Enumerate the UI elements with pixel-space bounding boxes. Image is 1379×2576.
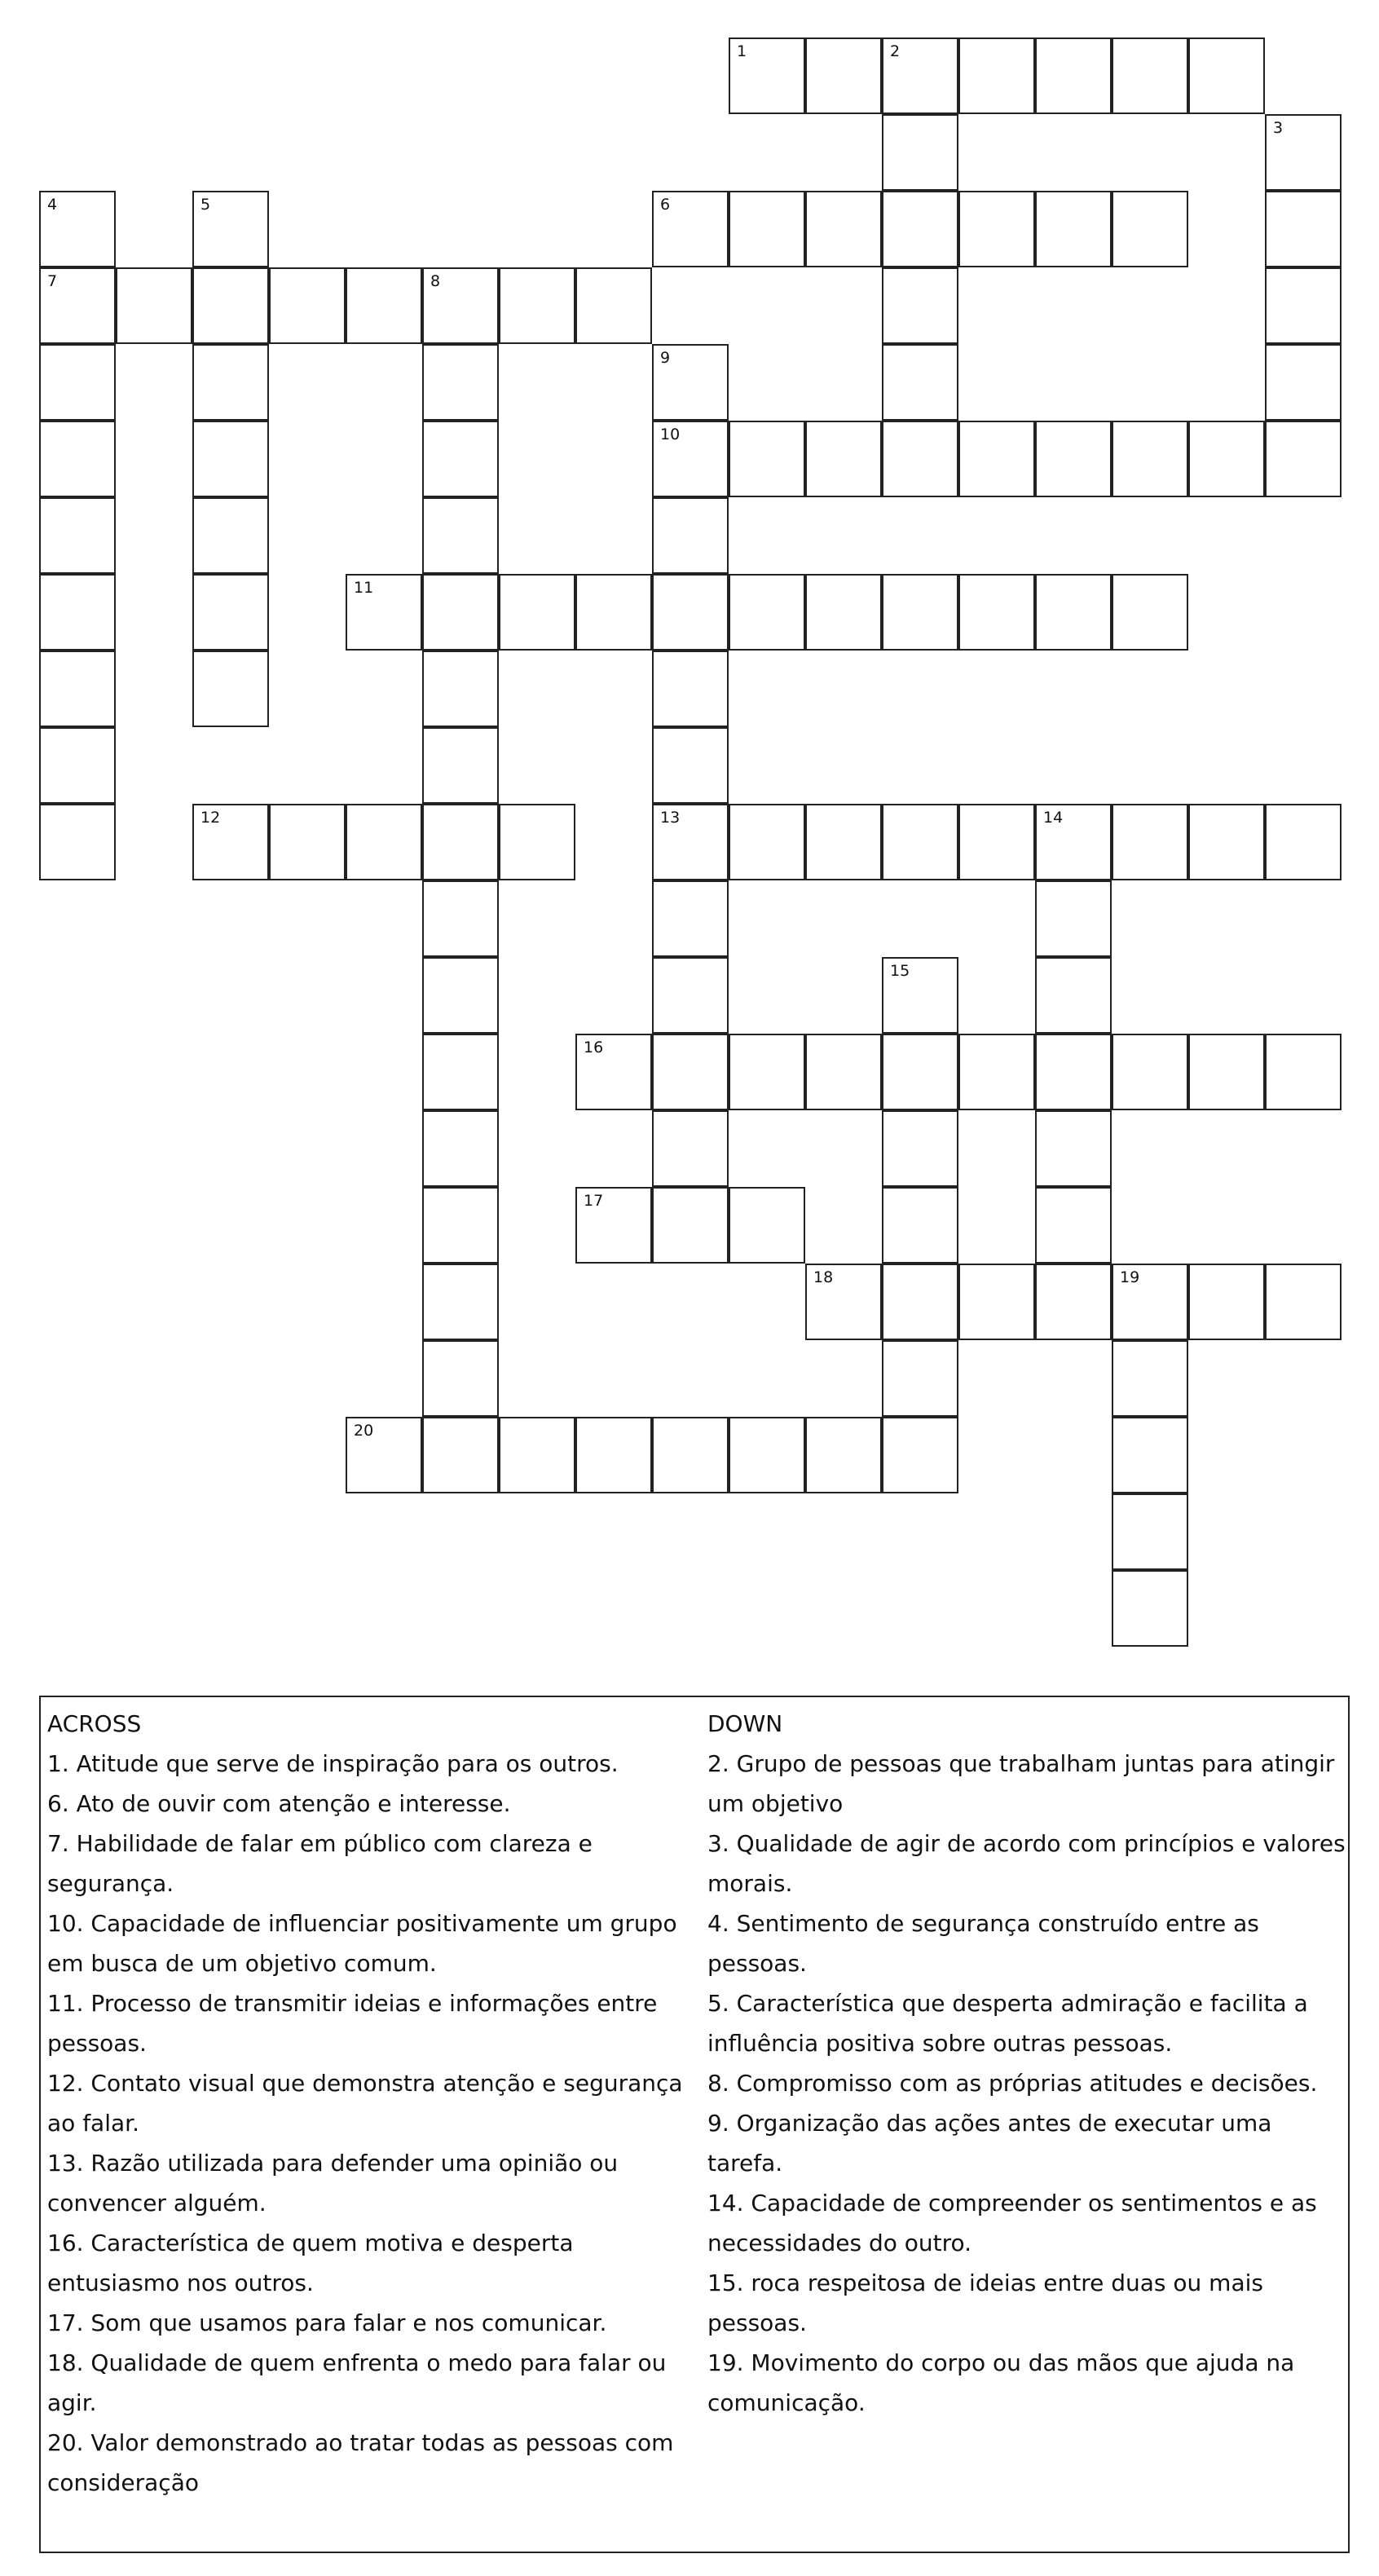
crossword-cell[interactable]: [1112, 421, 1188, 497]
clue-number: 8: [430, 272, 441, 290]
crossword-cell[interactable]: [422, 804, 499, 880]
clue-number: 3: [1273, 119, 1284, 137]
clue-number: 20: [354, 1422, 374, 1440]
down-clue: 8. Compromisso com as próprias atitudes e decisões.: [707, 2070, 1318, 2097]
crossword-cell[interactable]: [958, 804, 1035, 880]
crossword-cell[interactable]: [958, 37, 1035, 114]
crossword-cell[interactable]: [346, 1417, 422, 1493]
crossword-cell[interactable]: [882, 1340, 958, 1417]
crossword-cell[interactable]: [1035, 804, 1112, 880]
crossword-cell[interactable]: [958, 1264, 1035, 1340]
crossword-cell[interactable]: [652, 1187, 729, 1264]
crossword-cell[interactable]: [805, 1264, 882, 1340]
crossword-cell[interactable]: [882, 267, 958, 344]
crossword-cell[interactable]: [575, 1034, 652, 1110]
crossword-cell[interactable]: [116, 267, 192, 344]
crossword-cell[interactable]: [192, 497, 269, 574]
crossword-cell[interactable]: [39, 191, 116, 267]
crossword-cell[interactable]: [1035, 1110, 1112, 1187]
crossword-cell[interactable]: [1035, 37, 1112, 114]
crossword-cell[interactable]: [346, 804, 422, 880]
crossword-cell[interactable]: [958, 1034, 1035, 1110]
crossword-cell[interactable]: [729, 191, 805, 267]
across-clue: 6. Ato de ouvir com atenção e interesse.: [47, 1790, 511, 1817]
crossword-cell[interactable]: [652, 497, 729, 574]
crossword-cell[interactable]: [575, 267, 652, 344]
crossword-cell[interactable]: [39, 804, 116, 880]
crossword-cell[interactable]: [499, 574, 575, 651]
crossword-cell[interactable]: [805, 191, 882, 267]
crossword-cell[interactable]: [652, 727, 729, 804]
down-clue: 9. Organização das ações antes de executar uma tarefa.: [707, 2110, 1272, 2177]
crossword-cell[interactable]: [1035, 1264, 1112, 1340]
crossword-cell[interactable]: [729, 1187, 805, 1264]
crossword-cell[interactable]: [805, 804, 882, 880]
crossword-cell[interactable]: [805, 37, 882, 114]
clue-number: 2: [890, 42, 901, 60]
crossword-cell[interactable]: [1265, 267, 1342, 344]
crossword-cell[interactable]: [192, 267, 269, 344]
clue-number: 19: [1120, 1268, 1140, 1286]
clue-number: 6: [660, 196, 671, 214]
crossword-cell[interactable]: [882, 1417, 958, 1493]
across-clue: 13. Razão utilizada para defender uma opinião ou convencer alguém.: [47, 2150, 619, 2217]
crossword-cell[interactable]: [729, 1417, 805, 1493]
crossword-cell[interactable]: [1112, 1417, 1188, 1493]
across-clue: 11. Processo de transmitir ideias e informações entre pessoas.: [47, 1990, 658, 2057]
crossword-cell[interactable]: [882, 1110, 958, 1187]
down-clue: 5. Característica que desperta admiração e facilita a influência positiva sobre outras pessoas.: [707, 1990, 1308, 2057]
crossword-cell[interactable]: [1112, 1493, 1188, 1570]
crossword-cell[interactable]: [1188, 1034, 1265, 1110]
crossword-cell[interactable]: [1265, 1264, 1342, 1340]
crossword-cell[interactable]: [1112, 1034, 1188, 1110]
across-clue: 1. Atitude que serve de inspiração para os outros.: [47, 1750, 619, 1777]
crossword-cell[interactable]: [39, 574, 116, 651]
crossword-cell[interactable]: [39, 651, 116, 727]
crossword-cell[interactable]: [346, 574, 422, 651]
across-clue: 20. Valor demonstrado ao tratar todas as pessoas com consideração: [47, 2429, 674, 2496]
crossword-cell[interactable]: [422, 421, 499, 497]
crossword-cell[interactable]: [652, 191, 729, 267]
crossword-cell[interactable]: [422, 727, 499, 804]
clue-number: 14: [1043, 809, 1064, 827]
crossword-cell[interactable]: [1035, 957, 1112, 1034]
crossword-cell[interactable]: [269, 267, 346, 344]
crossword-cell[interactable]: [882, 804, 958, 880]
crossword-cell[interactable]: [1112, 804, 1188, 880]
crossword-cell[interactable]: [422, 574, 499, 651]
crossword-cell[interactable]: [39, 267, 116, 344]
crossword-cell[interactable]: [882, 37, 958, 114]
crossword-cell[interactable]: [1112, 1264, 1188, 1340]
crossword-cell[interactable]: [729, 37, 805, 114]
clue-number: 10: [660, 426, 681, 443]
crossword-cell[interactable]: [192, 804, 269, 880]
crossword-cell[interactable]: [1188, 804, 1265, 880]
crossword-cell[interactable]: [882, 1034, 958, 1110]
across-clue: 18. Qualidade de quem enfrenta o medo para falar ou agir.: [47, 2349, 667, 2416]
crossword-cell[interactable]: [805, 1417, 882, 1493]
crossword-cell[interactable]: [652, 1110, 729, 1187]
down-clue: 14. Capacidade de compreender os sentimentos e as necessidades do outro.: [707, 2190, 1317, 2256]
down-title: DOWN: [707, 1710, 783, 1737]
crossword-cell[interactable]: [192, 574, 269, 651]
clue-number: 13: [660, 809, 681, 827]
across-clue: 10. Capacidade de influenciar positivamente um grupo em busca de um objetivo comum.: [47, 1910, 677, 1977]
clue-number: 16: [584, 1039, 604, 1056]
crossword-cell[interactable]: [269, 804, 346, 880]
crossword-cell[interactable]: [499, 1417, 575, 1493]
crossword-cell[interactable]: [805, 574, 882, 651]
crossword-cell[interactable]: [1188, 37, 1265, 114]
crossword-cell[interactable]: [422, 1034, 499, 1110]
crossword-cell[interactable]: [422, 344, 499, 421]
crossword-cell[interactable]: [192, 191, 269, 267]
clue-number: 5: [200, 196, 211, 214]
crossword-cell[interactable]: [882, 191, 958, 267]
across-clue: 12. Contato visual que demonstra atenção e segurança ao falar.: [47, 2070, 683, 2137]
crossword-cell[interactable]: [958, 574, 1035, 651]
across-clue: 16. Característica de quem motiva e desperta entusiasmo nos outros.: [47, 2230, 574, 2296]
crossword-cell[interactable]: [805, 1034, 882, 1110]
crossword-cell[interactable]: [422, 651, 499, 727]
across-clues: [47, 1704, 691, 2503]
crossword-cell[interactable]: [1265, 804, 1342, 880]
crossword-cell[interactable]: [652, 421, 729, 497]
crossword-cell[interactable]: [192, 344, 269, 421]
crossword-cell[interactable]: [422, 267, 499, 344]
crossword-cell[interactable]: [1112, 37, 1188, 114]
crossword-cell[interactable]: [882, 1264, 958, 1340]
crossword-cell[interactable]: [1265, 114, 1342, 191]
crossword-cell[interactable]: [422, 880, 499, 957]
crossword-cell[interactable]: [422, 1187, 499, 1264]
crossword-cell[interactable]: [882, 114, 958, 191]
crossword-cell[interactable]: [1265, 191, 1342, 267]
crossword-cell[interactable]: [39, 421, 116, 497]
clue-number: 12: [200, 809, 221, 827]
down-clue: 4. Sentimento de segurança construído entre as pessoas.: [707, 1910, 1259, 1977]
crossword-cell[interactable]: [729, 804, 805, 880]
clue-number: 18: [813, 1268, 834, 1286]
clue-number: 1: [737, 42, 747, 60]
crossword-cell[interactable]: [1035, 880, 1112, 957]
crossword-cell[interactable]: [652, 1417, 729, 1493]
crossword-cell[interactable]: [652, 344, 729, 421]
crossword-cell[interactable]: [1112, 1570, 1188, 1647]
across-clue: 17. Som que usamos para falar e nos comunicar.: [47, 2309, 607, 2336]
crossword-cell[interactable]: [1112, 574, 1188, 651]
crossword-cell[interactable]: [729, 1034, 805, 1110]
crossword-cell[interactable]: [192, 651, 269, 727]
crossword-cell[interactable]: [1035, 574, 1112, 651]
down-clue: 19. Movimento do corpo ou das mãos que ajuda na comunicação.: [707, 2349, 1295, 2416]
crossword-cell[interactable]: [192, 421, 269, 497]
crossword-cell[interactable]: [1265, 421, 1342, 497]
clue-number: 11: [354, 579, 374, 597]
crossword-cell[interactable]: [422, 1417, 499, 1493]
crossword-cell[interactable]: [729, 574, 805, 651]
crossword-cell[interactable]: [499, 267, 575, 344]
crossword-cell[interactable]: [422, 957, 499, 1034]
crossword-cell[interactable]: [1188, 1264, 1265, 1340]
down-clues: [707, 1704, 1351, 2423]
crossword-cell[interactable]: [422, 1110, 499, 1187]
crossword-cell[interactable]: [882, 574, 958, 651]
crossword-cell[interactable]: [1265, 1034, 1342, 1110]
crossword-cell[interactable]: [499, 804, 575, 880]
crossword-cell[interactable]: [575, 1187, 652, 1264]
crossword-cell[interactable]: [39, 497, 116, 574]
crossword-cell[interactable]: [652, 1034, 729, 1110]
crossword-cell[interactable]: [39, 727, 116, 804]
crossword-cell[interactable]: [1112, 191, 1188, 267]
crossword-cell[interactable]: [422, 497, 499, 574]
down-clue: 15. roca respeitosa de ideias entre duas ou mais pessoas.: [707, 2269, 1263, 2336]
crossword-cell[interactable]: [575, 1417, 652, 1493]
crossword-cell[interactable]: [652, 957, 729, 1034]
crossword-cell[interactable]: [958, 421, 1035, 497]
down-clue: 3. Qualidade de agir de acordo com princípios e valores morais.: [707, 1830, 1346, 1897]
crossword-cell[interactable]: [1035, 1187, 1112, 1264]
crossword-cell[interactable]: [1035, 421, 1112, 497]
crossword-cell[interactable]: [652, 651, 729, 727]
down-clue: 2. Grupo de pessoas que trabalham juntas para atingir um objetivo: [707, 1750, 1335, 1817]
crossword-cell[interactable]: [882, 344, 958, 421]
clue-number: 17: [584, 1192, 604, 1210]
crossword-cell[interactable]: [882, 421, 958, 497]
clue-number: 4: [47, 196, 58, 214]
crossword-cell[interactable]: [882, 957, 958, 1034]
crossword-cell[interactable]: [652, 574, 729, 651]
clue-number: 15: [890, 962, 910, 980]
crossword-cell[interactable]: [1112, 1340, 1188, 1417]
crossword-cell[interactable]: [575, 574, 652, 651]
crossword-cell[interactable]: [1265, 344, 1342, 421]
clue-number: 9: [660, 349, 671, 367]
crossword-cell[interactable]: [1188, 421, 1265, 497]
crossword-cell[interactable]: [652, 880, 729, 957]
clue-number: 7: [47, 272, 58, 290]
across-title: ACROSS: [47, 1710, 142, 1737]
across-clue: 7. Habilidade de falar em público com clareza e segurança.: [47, 1830, 593, 1897]
crossword-cell[interactable]: [346, 267, 422, 344]
clue-box: [39, 1696, 1350, 2553]
crossword-cell[interactable]: [652, 804, 729, 880]
crossword-cell[interactable]: [1035, 191, 1112, 267]
crossword-cell[interactable]: [422, 1264, 499, 1340]
crossword-cell[interactable]: [729, 421, 805, 497]
crossword-cell[interactable]: [882, 1187, 958, 1264]
crossword-cell[interactable]: [39, 344, 116, 421]
crossword-cell[interactable]: [422, 1340, 499, 1417]
crossword-cell[interactable]: [1035, 1034, 1112, 1110]
crossword-cell[interactable]: [805, 421, 882, 497]
crossword-cell[interactable]: [958, 191, 1035, 267]
